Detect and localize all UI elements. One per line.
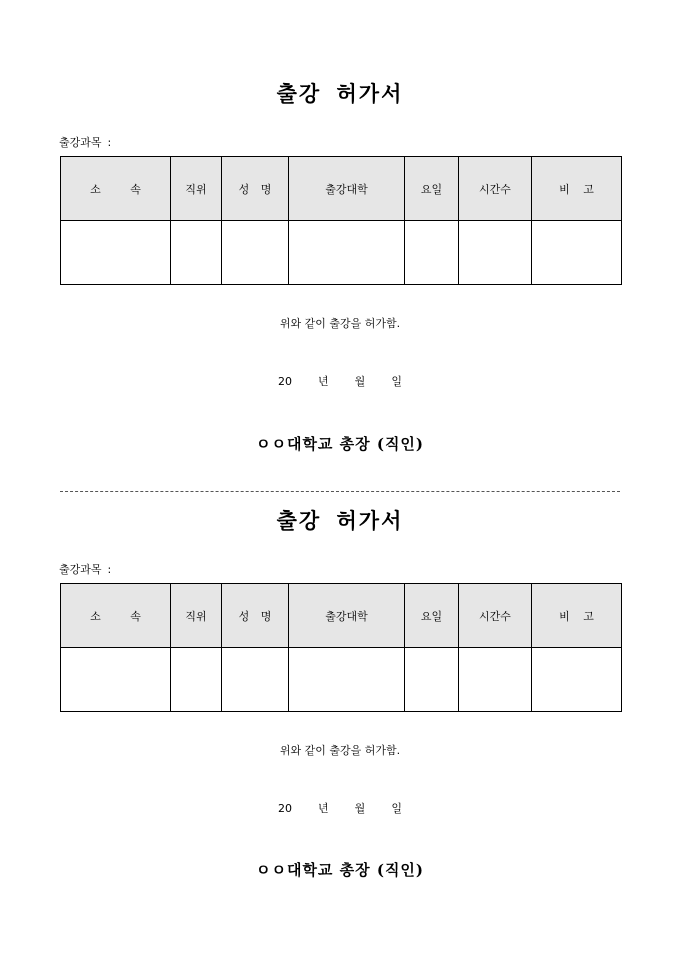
header-weekday: 요일 [405,584,459,648]
cell-position[interactable] [171,221,222,285]
permit-table [60,583,622,712]
date-day: 일 [391,802,402,815]
permit-form-2 [0,427,680,879]
cell-affiliation[interactable] [61,648,171,712]
permit-table [60,156,622,285]
date-line [0,800,680,816]
table-header-row [61,157,622,221]
cell-position[interactable] [171,648,222,712]
header-remarks: 비 고 [532,584,622,648]
header-remarks: 비 고 [532,157,622,221]
header-position: 직위 [171,157,222,221]
cell-name[interactable] [222,648,289,712]
subject-colon: : [107,136,112,149]
date-year-prefix: 20 [278,375,293,388]
subject-colon: : [107,563,112,576]
table-row [61,221,622,285]
permit-statement: 위와 같이 출강을 허가함. [279,317,401,330]
table-row [61,648,622,712]
date-month: 월 [354,802,366,815]
cell-name[interactable] [222,221,289,285]
permit-statement: 위와 같이 출강을 허가함. [279,744,401,757]
date-month: 월 [354,375,366,388]
header-university: 출강대학 [289,584,405,648]
cell-remarks[interactable] [532,648,622,712]
signature: ㅇㅇ대학교 총장 (직인) [255,861,425,879]
header-affiliation: 소 속 [61,584,171,648]
form-title: 출강 허가서 [276,508,404,533]
table-header-row [61,584,622,648]
cell-weekday[interactable] [405,221,459,285]
cell-hours[interactable] [459,221,532,285]
date-line [0,373,680,389]
subject-label: 출강과목 [59,563,102,576]
cell-hours[interactable] [459,648,532,712]
date-year-prefix: 20 [278,802,293,815]
header-name: 성 명 [222,584,289,648]
subject-line [59,561,111,577]
header-name: 성 명 [222,157,289,221]
header-position: 직위 [171,584,222,648]
form-title: 출강 허가서 [276,81,404,106]
header-hours: 시간수 [459,157,532,221]
cell-university[interactable] [289,648,405,712]
date-year: 년 [318,802,329,815]
header-affiliation: 소 속 [61,157,171,221]
cell-university[interactable] [289,221,405,285]
subject-label: 출강과목 [59,136,102,149]
header-hours: 시간수 [459,584,532,648]
signature: ㅇㅇ대학교 총장 (직인) [255,435,425,453]
cell-affiliation[interactable] [61,221,171,285]
cell-weekday[interactable] [405,648,459,712]
header-weekday: 요일 [405,157,459,221]
permit-form-1 [0,0,680,453]
cell-remarks[interactable] [532,221,622,285]
subject-line [59,134,111,150]
header-university: 출강대학 [289,157,405,221]
date-year: 년 [318,375,329,388]
date-day: 일 [391,375,402,388]
